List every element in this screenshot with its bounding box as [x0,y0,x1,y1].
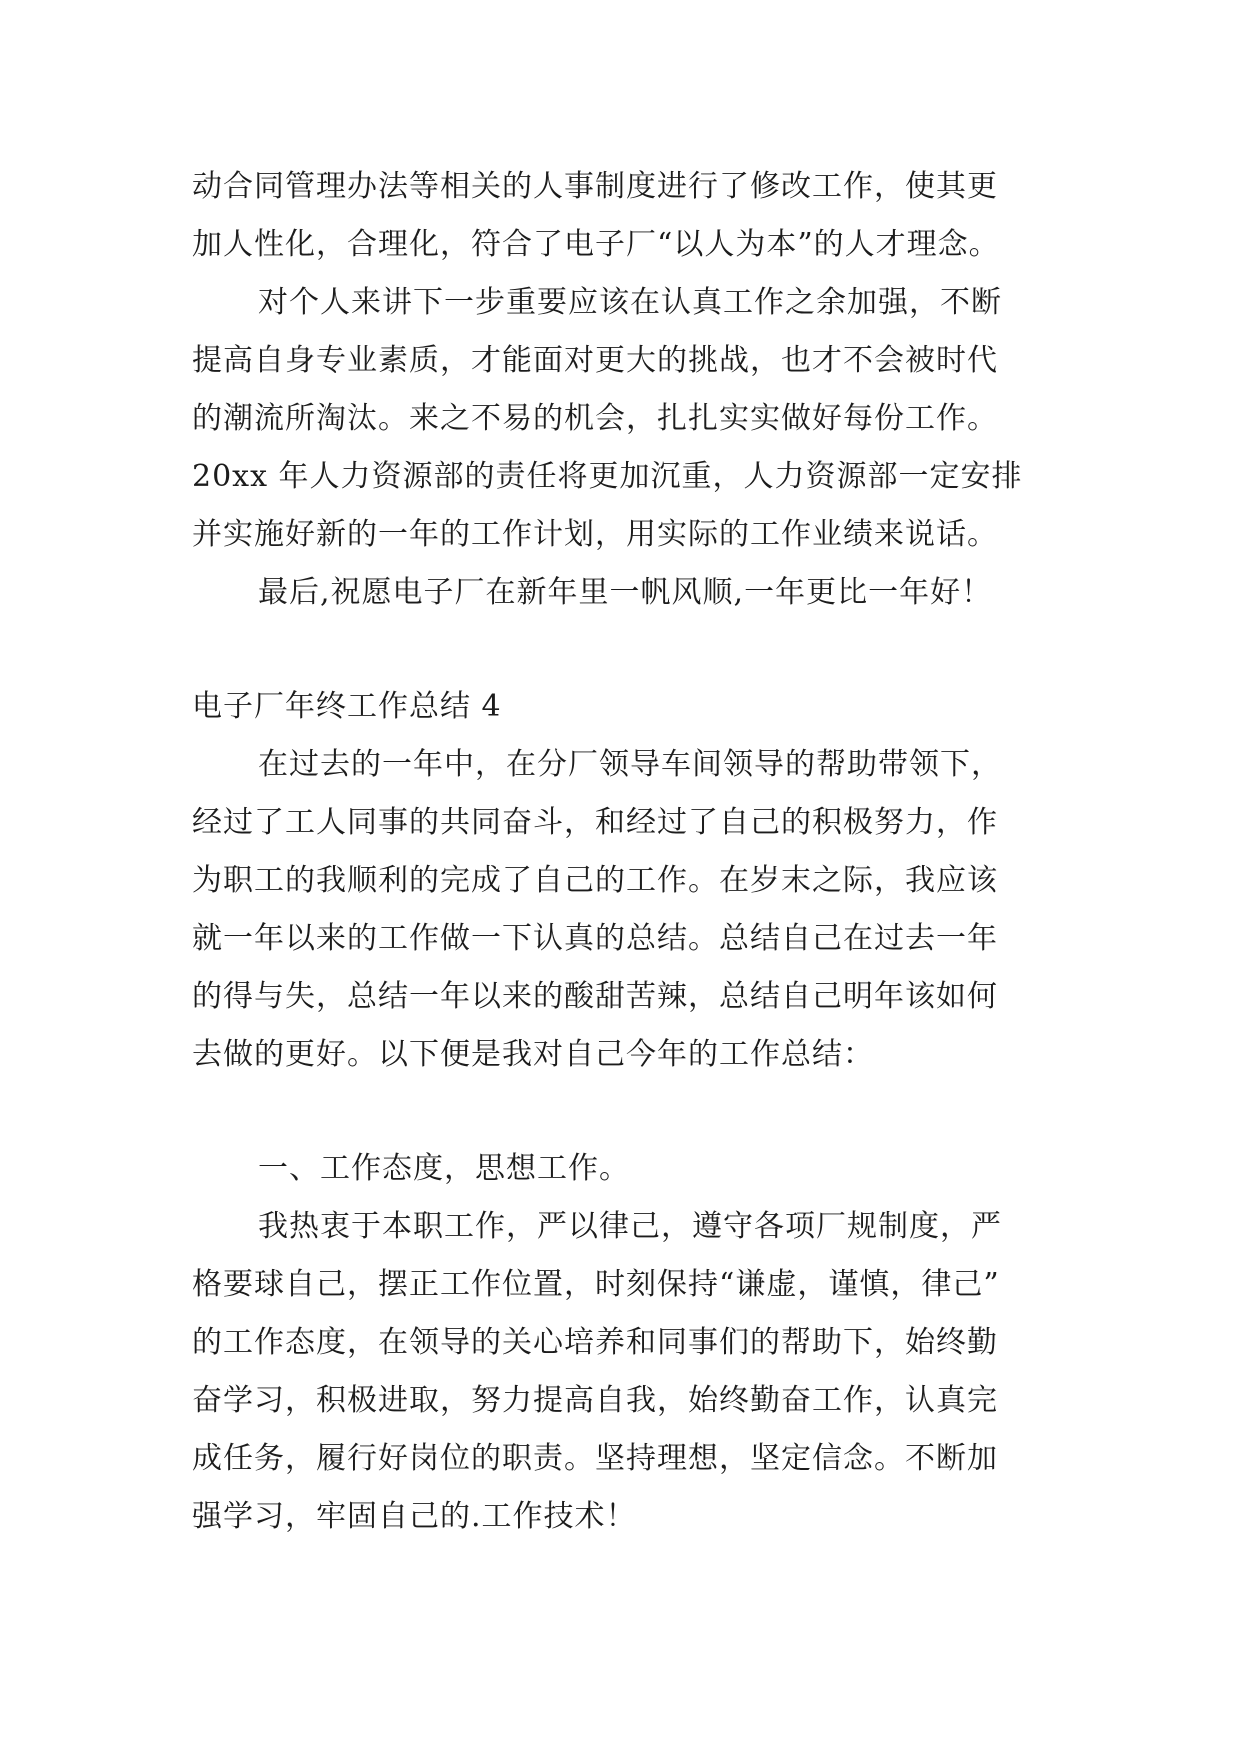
text-line: 强学习，牢固自己的.工作技术！ [192,1499,637,1534]
section-title [192,678,1052,736]
text-line: 经过了工人同事的共同奋斗，和经过了自己的积极努力，作 [192,805,998,840]
paragraph-closing-wish [192,564,1052,622]
text-line: 20xx 年人力资源部的责任将更加沉重，人力资源部一定安排 [192,459,1023,494]
text-line: 动合同管理办法等相关的人事制度进行了修改工作，使其更 [192,169,998,204]
document-body [192,158,1052,1546]
text-line: 最后,祝愿电子厂在新年里一帆风顺,一年更比一年好！ [258,575,993,610]
text-line: 为职工的我顺利的完成了自己的工作。在岁末之际，我应该 [192,863,998,898]
text-line: 就一年以来的工作做一下认真的总结。总结自己在过去一年 [192,921,998,956]
subheading [192,1140,1052,1198]
text-line: 格要球自己，摆正工作位置，时刻保持“谦虚，谨慎，律己” [192,1267,1000,1302]
text-line: 提高自身专业素质，才能面对更大的挑战，也才不会被时代 [192,343,998,378]
paragraph-work-attitude [192,1198,1052,1546]
text-line: 在过去的一年中，在分厂领导车间领导的帮助带领下， [258,747,1002,782]
text-line: 的潮流所淘汰。来之不易的机会，扎扎实实做好每份工作。 [192,401,998,436]
text-line: 并实施好新的一年的工作计划，用实际的工作业绩来说话。 [192,517,998,552]
paragraph-hr-policy-continued [192,158,1052,274]
paragraph-personal-outlook [192,274,1052,564]
paragraph-intro [192,736,1052,1084]
section-title-text: 电子厂年终工作总结 4 [192,689,502,724]
text-line: 的工作态度，在领导的关心培养和同事们的帮助下，始终勤 [192,1325,998,1360]
subheading-text: 一、工作态度，思想工作。 [258,1151,630,1186]
text-line: 的得与失，总结一年以来的酸甜苦辣，总结自己明年该如何 [192,979,998,1014]
text-line: 去做的更好。以下便是我对自己今年的工作总结： [192,1037,874,1072]
text-line: 我热衷于本职工作，严以律己，遵守各项厂规制度，严 [258,1209,1002,1244]
text-line: 对个人来讲下一步重要应该在认真工作之余加强，不断 [258,285,1002,320]
text-line: 加人性化，合理化，符合了电子厂“以人为本”的人才理念。 [192,227,1000,262]
text-line: 奋学习，积极进取，努力提高自我，始终勤奋工作，认真完 [192,1383,998,1418]
text-line: 成任务，履行好岗位的职责。坚持理想，坚定信念。不断加 [192,1441,998,1476]
